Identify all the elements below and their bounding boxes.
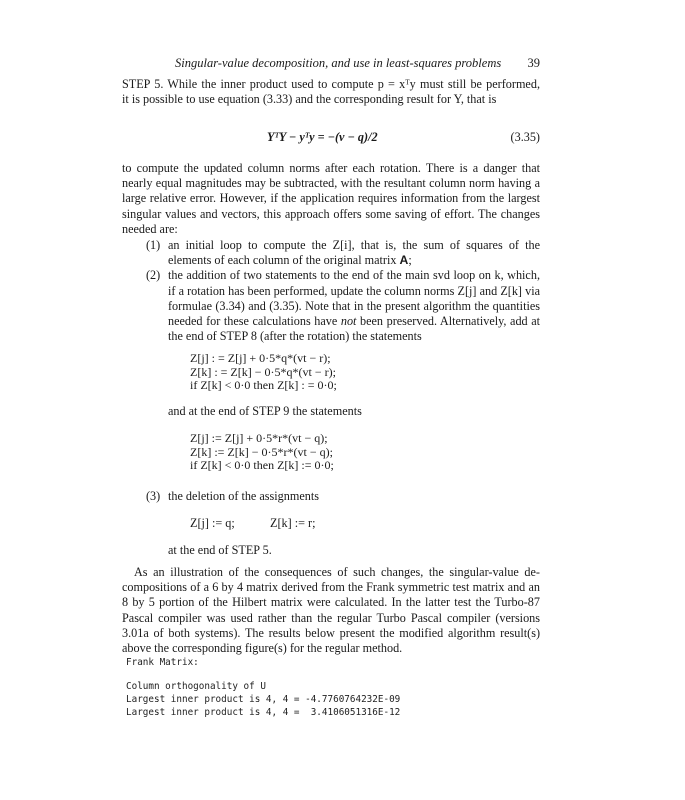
body2-line: compositions of a 6 by 4 matrix derived from the Frank symmetric test matrix and an: [122, 580, 540, 595]
list-item-text: the addition of two statements to the end of the main svd loop on k, which, if a rotation has been performed, update the column norms Z[j] and Z[k] via formulae (3.34) and (3.35). Note that in the present algorithm the quantities needed for these calculations have: [168, 268, 540, 329]
list-item-text: the deletion of the assignments: [168, 489, 319, 503]
list-item-label: (1): [146, 238, 161, 252]
output-line: Column orthogonality of U: [126, 681, 266, 692]
header-title: Singular-value decomposition, and use in least-squares problems: [175, 56, 502, 70]
body2-line: Pascal compiler was used rather than the regular Turbo Pascal compiler (versions: [122, 610, 540, 625]
body-paragraph-1: [122, 161, 540, 237]
body2-line: As an illustration of the consequences of such changes, the singular-value de-: [134, 565, 540, 579]
changes-list: [146, 238, 540, 344]
emphasis-not: not: [340, 314, 357, 329]
equation-3-35: [122, 130, 540, 148]
body1-line: large relative error. However, if the application requires information from the largest: [122, 191, 540, 206]
step9-intro: and at the end of STEP 9 the statements: [168, 404, 362, 418]
body1-line: needed are:: [122, 221, 178, 236]
output-line: Largest inner product is 4, 4 = 3.4106051316E-12: [126, 707, 401, 718]
list-item-3: [146, 489, 540, 504]
body2-line: above the corresponding figure(s) for the regular method.: [122, 641, 403, 656]
intro-line-2: it is possible to use equation (3.33) and the corresponding result for Y, that is: [122, 92, 497, 107]
body1-line: singular values and vectors, this approach offers some saving of effort. The changes: [122, 206, 540, 221]
list-item-text-cont: been preserved. Alternatively, add at the end of STEP 8 (after the rotation) the statements: [168, 314, 541, 344]
body-paragraph-2: [122, 565, 540, 656]
list-item-text: an initial loop to compute the Z[i], that is, the sum of squares of the elements of each column of the original matrix: [168, 238, 540, 268]
body2-line: 3.01a of both systems). The results below present the modified algorithm result(s): [122, 625, 540, 640]
code-block-step9: Z[j] := Z[j] + 0·5*r*(vt − q); Z[k] := Z[k] − 0·5*r*(vt − q); if Z[k] < 0·0 then Z[k] := 0·0;: [190, 431, 334, 473]
intro-line-1: STEP 5. While the inner product used to compute p = xᵀy must still be performed,: [122, 77, 540, 91]
assignment-zk: Z[k] := r;: [270, 516, 316, 530]
list-item-1: [146, 238, 540, 268]
list-item-label: (2): [146, 268, 161, 283]
body1-line: nearly equal magnitudes may be subtracted, with the resultant column norm having a: [122, 176, 540, 191]
body1-line: to compute the updated column norms after each rotation. There is a danger that: [122, 161, 540, 175]
output-heading: Frank Matrix:: [126, 657, 199, 668]
step5-end: at the end of STEP 5.: [168, 543, 272, 557]
body2-line: 8 by 5 portion of the Hilbert matrix were calculated. In the latter test the Turbo-87: [122, 595, 540, 610]
page-number: 39: [527, 56, 540, 70]
code-block-step8: Z[j] : = Z[j] + 0·5*q*(vt − r); Z[k] : = Z[k] − 0·5*q*(vt − r); if Z[k] < 0·0 then Z[k] : = 0·0;: [190, 351, 337, 393]
assignment-zj: Z[j] := q;: [190, 516, 235, 530]
output-line: Largest inner product is 4, 4 = -4.7760764232E-09: [126, 694, 401, 705]
intro-paragraph: [122, 77, 540, 107]
equation-expression: YᵀY − yᵀy = −(v − q)/2: [267, 130, 378, 144]
list-item-label: (3): [146, 489, 161, 503]
list-item-2: [146, 268, 540, 344]
matrix-symbol: A: [399, 253, 409, 268]
list-item-end: ;: [408, 253, 412, 268]
equation-number: (3.35): [510, 130, 540, 144]
running-header: [175, 56, 540, 71]
